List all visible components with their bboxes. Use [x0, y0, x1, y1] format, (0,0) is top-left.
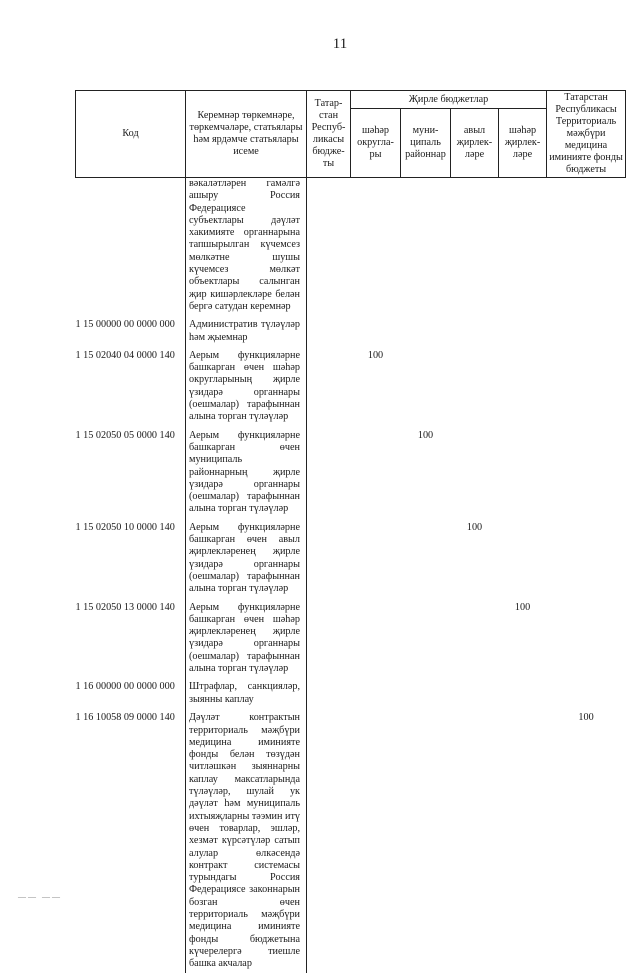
table-row	[76, 315, 626, 346]
cell-rural-settlement	[451, 346, 499, 426]
header-urban-settlements: шәһәр җирлек- ләре	[499, 109, 547, 178]
cell-rural-settlement	[451, 598, 499, 678]
cell-medical-fund	[547, 518, 626, 598]
cell-municipal-district	[401, 315, 451, 346]
cell-urban-district	[351, 426, 401, 518]
cell-tatarstan	[307, 518, 351, 598]
cell-tatarstan	[307, 708, 351, 972]
cell-rural-settlement	[451, 677, 499, 708]
cell-medical-fund	[547, 346, 626, 426]
cell-urban-district	[351, 708, 401, 972]
cell-name: Штрафлар, санкцияләр, зыянны каплау	[186, 677, 307, 708]
cell-rural-settlement: 100	[466, 521, 483, 533]
cell-name: Аерым функцияләрне башкарган өчен авыл җирлекләренең җирле үзидарә органнары (оешмалар) тарафыннан алына торган түләүләр	[186, 518, 307, 598]
header-tatarstan-budget: Татар- стан Респуб- ликасы бюдже- ты	[307, 91, 351, 178]
cell-name: Административ түләүләр һәм җыемнар	[186, 315, 307, 346]
cell-code	[76, 178, 186, 316]
table-row	[76, 178, 626, 316]
cell-municipal-district	[401, 708, 451, 972]
cell-municipal-district: 100	[417, 429, 434, 441]
cell-name: Аерым функцияләрне башкарган өчен муниципаль районнарның җирле үзидарә органнары (оешмалар) тарафыннан алына торган түләүләр	[186, 426, 307, 518]
cell-tatarstan	[307, 677, 351, 708]
cell-medical-fund	[547, 677, 626, 708]
cell-urban-district	[351, 315, 401, 346]
cell-urban-settlement	[499, 518, 547, 598]
cell-urban-district	[351, 518, 401, 598]
cell-urban-settlement	[499, 346, 547, 426]
table-body	[76, 178, 626, 973]
footer-marks: —— ——	[18, 892, 62, 901]
cell-medical-fund	[547, 315, 626, 346]
cell-medical-fund	[547, 426, 626, 518]
header-municipal-districts: муни- ципаль районнар	[401, 109, 451, 178]
cell-tatarstan	[307, 598, 351, 678]
cell-urban-settlement	[499, 708, 547, 972]
cell-medical-fund	[547, 598, 626, 678]
header-rural-settlements: авыл җирлек- ләре	[451, 109, 499, 178]
cell-code: 1 15 02040 04 0000 140	[75, 349, 175, 361]
cell-municipal-district	[401, 677, 451, 708]
cell-name: Аерым функцияләрне башкарган өчен шәһәр округларының җирле үзидарә органнары (оешмалар) тарафыннан алына торган түләүләр	[186, 346, 307, 426]
cell-municipal-district	[401, 178, 451, 316]
cell-urban-settlement	[499, 315, 547, 346]
cell-code: 1 15 02050 10 0000 140	[75, 521, 175, 533]
page-number: 11	[332, 36, 348, 52]
cell-municipal-district	[401, 518, 451, 598]
cell-urban-settlement: 100	[514, 601, 531, 613]
header-local-budgets: Җирле бюджетлар	[351, 91, 547, 109]
cell-municipal-district	[401, 346, 451, 426]
table-row	[76, 426, 626, 518]
cell-rural-settlement	[451, 708, 499, 972]
table-header	[76, 91, 626, 178]
cell-code: 1 16 10058 09 0000 140	[75, 712, 175, 724]
header-name: Керемнәр төркемнәре, төркемчәләре, статьялары һәм ярдәмче статьялары исеме	[186, 91, 307, 178]
cell-name: Дәүләт контрактын территориаль мәҗбүри медицина иминияте фонды белән төзүдән читләшкән зыяннарны каплау максатларында түләүләр, шулай ук дәүләт һәм муниципаль ихтыяҗларны тәэмин итү өчен товарлар, эшләр, хезмәт күрсәтүләр сатып алулар өлкәсендә контракт системасы турындагы Россия Федерациясе законнарын бозган өчен территориаль мәҗбүри медицина иминияте фонды бюджетына күчерелергә тиешле башка акчалар	[186, 708, 307, 972]
header-urban-districts: шәһәр округла- ры	[351, 109, 401, 178]
header-code: Код	[76, 91, 186, 178]
cell-urban-district	[351, 178, 401, 316]
cell-medical-fund: 100	[578, 712, 594, 724]
cell-urban-settlement	[499, 426, 547, 518]
table-row	[76, 518, 626, 598]
cell-name: Аерым функцияләрне башкарган өчен шәһәр җирлекләренең җирле үзидарә органнары (оешмалар) тарафыннан алына торган түләүләр	[186, 598, 307, 678]
budget-revenue-table	[75, 90, 626, 973]
cell-municipal-district	[401, 598, 451, 678]
cell-tatarstan	[307, 315, 351, 346]
cell-code: 1 16 00000 00 0000 000	[75, 681, 175, 693]
cell-urban-district	[351, 598, 401, 678]
header-medical-fund: Татарстан Республикасы Территориаль мәҗбүри медицина иминияте фонды бюджеты	[547, 91, 626, 178]
cell-tatarstan	[307, 178, 351, 316]
table-row	[76, 708, 626, 972]
cell-urban-settlement	[499, 677, 547, 708]
table-row	[76, 346, 626, 426]
cell-code: 1 15 02050 05 0000 140	[75, 429, 175, 441]
cell-urban-district: 100	[367, 349, 384, 361]
cell-rural-settlement	[451, 178, 499, 316]
table-row	[76, 598, 626, 678]
cell-tatarstan	[307, 426, 351, 518]
cell-urban-district	[351, 677, 401, 708]
cell-code: 1 15 00000 00 0000 000	[75, 319, 175, 331]
table-row	[76, 677, 626, 708]
cell-code: 1 15 02050 13 0000 140	[75, 601, 175, 613]
cell-rural-settlement	[451, 315, 499, 346]
cell-rural-settlement	[451, 426, 499, 518]
cell-urban-settlement	[499, 178, 547, 316]
cell-name: вәкаләтләрен гамәлгә ашыру Россия Федерациясе субъектлары дәүләт хакимияте органнарына тапшырылган күчемсез мөлкәтне шушы күчемсез мөлкәт объектлары салынган җир кишәрлекләре белән бергә сатудан керемнәр	[186, 178, 307, 316]
cell-tatarstan	[307, 346, 351, 426]
cell-medical-fund	[547, 178, 626, 316]
